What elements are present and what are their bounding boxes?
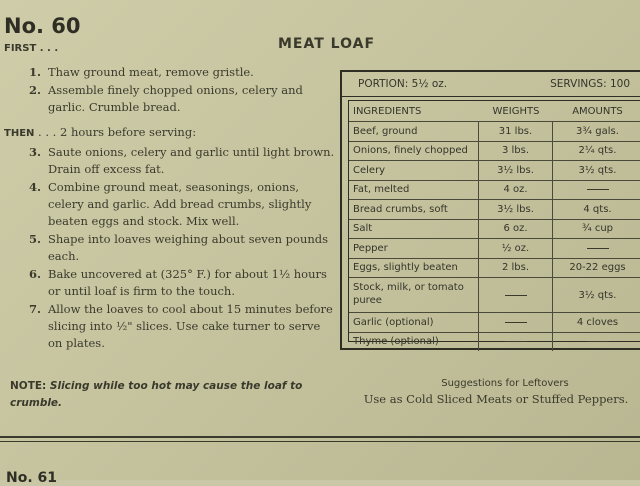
- table-row: [349, 200, 640, 220]
- step-number: 1.: [29, 65, 42, 79]
- step-text: Shape into loaves weighing about seven pounds each.: [48, 232, 329, 263]
- ingredient-amount: 3¾ gals.: [576, 125, 619, 137]
- then-line: [4, 125, 196, 139]
- ingredient-amount: 3½ qts.: [578, 164, 617, 176]
- steps-list: [0, 64, 335, 353]
- col-ingredients: INGREDIENTS: [353, 105, 422, 117]
- ingredient-weight: [479, 278, 553, 312]
- ingredient-name: Salt: [349, 220, 479, 239]
- ingredient-weight: 3 lbs.: [479, 142, 553, 161]
- column-headers: [349, 101, 640, 122]
- ingredient-weight: ½ oz.: [479, 239, 553, 258]
- step-1: [0, 64, 335, 81]
- divider-thin: [0, 441, 640, 442]
- then-text: . . . 2 hours before serving:: [38, 125, 197, 139]
- step-4: [0, 179, 335, 230]
- table-row: [349, 313, 640, 333]
- step-number: 6.: [29, 267, 42, 281]
- ingredient-amount: [553, 333, 640, 352]
- ingredients-table: [340, 70, 640, 350]
- ingredient-weight: [479, 333, 553, 352]
- dash-mark: [587, 189, 609, 190]
- dash-mark: [505, 341, 527, 342]
- ingredient-amount: [553, 181, 640, 200]
- ingredient-weight: 6 oz.: [479, 220, 553, 239]
- dash-mark: [587, 341, 609, 342]
- step-3: [0, 144, 335, 178]
- ingredient-name: Onions, finely chopped: [349, 142, 479, 161]
- table-row: [349, 122, 640, 142]
- table-row: [349, 333, 640, 352]
- dash-mark: [505, 295, 527, 296]
- step-text: Allow the loaves to cool about 15 minutes before slicing into ½" slices. Use cake turner to serve on plates.: [48, 302, 333, 350]
- ingredient-name: Garlic (optional): [349, 313, 479, 332]
- table-row: [349, 181, 640, 201]
- ingredient-amount: 4 qts.: [583, 203, 612, 215]
- table-row: [349, 161, 640, 181]
- ingredient-name: Bread crumbs, soft: [349, 200, 479, 219]
- ingredient-name: Beef, ground: [349, 122, 479, 141]
- ingredient-name: Celery: [349, 161, 479, 180]
- ingredient-amount: ¾ cup: [581, 223, 614, 235]
- ingredient-name: Pepper: [349, 239, 479, 258]
- ingredient-amount: 2¼ qts.: [578, 145, 617, 157]
- step-2: [0, 82, 335, 116]
- col-weights: WEIGHTS: [492, 105, 540, 117]
- table-row: [349, 239, 640, 259]
- table-header-bar: [342, 72, 640, 97]
- ingredient-amount: 20-22 eggs: [569, 262, 626, 274]
- step-text: Saute onions, celery and garlic until light brown. Drain off excess fat.: [48, 145, 335, 176]
- ingredient-weight: 3½ lbs.: [479, 200, 553, 219]
- ingredient-weight: 31 lbs.: [479, 122, 553, 141]
- table-row: [349, 278, 640, 313]
- leftovers-text: Use as Cold Sliced Meats or Stuffed Peppers.: [363, 392, 629, 406]
- table-row: [349, 142, 640, 162]
- table-row: [349, 220, 640, 240]
- recipe-number: No. 60: [4, 14, 81, 38]
- note-text: Slicing while too hot may cause the loaf to crumble.: [10, 380, 303, 409]
- next-recipe-number: No. 61: [6, 470, 58, 486]
- recipe-title: MEAT LOAF: [278, 36, 376, 52]
- step-text: Thaw ground meat, remove gristle.: [48, 65, 254, 79]
- step-text: Bake uncovered at (325° F.) for about 1½ hours or until loaf is firm to the touch.: [48, 267, 327, 298]
- step-7: [0, 301, 335, 352]
- portion-label: PORTION: 5½ oz.: [358, 78, 448, 90]
- ingredient-weight: 3½ lbs.: [479, 161, 553, 180]
- ingredient-name: Eggs, slightly beaten: [349, 259, 479, 278]
- ingredients-grid: [348, 100, 640, 348]
- table-row: [349, 259, 640, 279]
- step-number: 4.: [29, 180, 42, 194]
- ingredient-name: Thyme (optional): [349, 333, 479, 352]
- ingredient-amount: [553, 239, 640, 258]
- step-number: 3.: [29, 145, 42, 159]
- note-label: NOTE:: [10, 380, 47, 392]
- ingredient-weight: 4 oz.: [479, 181, 553, 200]
- ingredient-weight: 2 lbs.: [479, 259, 553, 278]
- then-label: THEN: [4, 128, 35, 139]
- ingredient-weight: [479, 313, 553, 332]
- leftovers-section: [340, 378, 640, 406]
- first-label: FIRST . . .: [4, 43, 59, 54]
- col-amounts: AMOUNTS: [572, 105, 623, 117]
- step-number: 7.: [29, 302, 42, 316]
- ingredient-name: Stock, milk, or tomato puree: [349, 278, 479, 312]
- step-number: 2.: [29, 83, 42, 97]
- servings-label: SERVINGS: 100: [550, 78, 630, 90]
- divider-thick: [0, 436, 640, 438]
- step-text: Combine ground meat, seasonings, onions, celery and garlic. Add bread crumbs, slightly beaten eggs and stock. Mix well.: [48, 180, 312, 228]
- note: [10, 378, 340, 412]
- step-5: [0, 231, 335, 265]
- ingredient-amount: 3½ qts.: [578, 289, 617, 301]
- step-number: 5.: [29, 232, 42, 246]
- dash-mark: [505, 322, 527, 323]
- dash-mark: [587, 248, 609, 249]
- step-6: [0, 266, 335, 300]
- ingredient-amount: 4 cloves: [576, 316, 619, 328]
- leftovers-heading: Suggestions for Leftovers: [441, 378, 569, 389]
- ingredient-name: Fat, melted: [349, 181, 479, 200]
- step-text: Assemble finely chopped onions, celery and garlic. Crumble bread.: [48, 83, 303, 114]
